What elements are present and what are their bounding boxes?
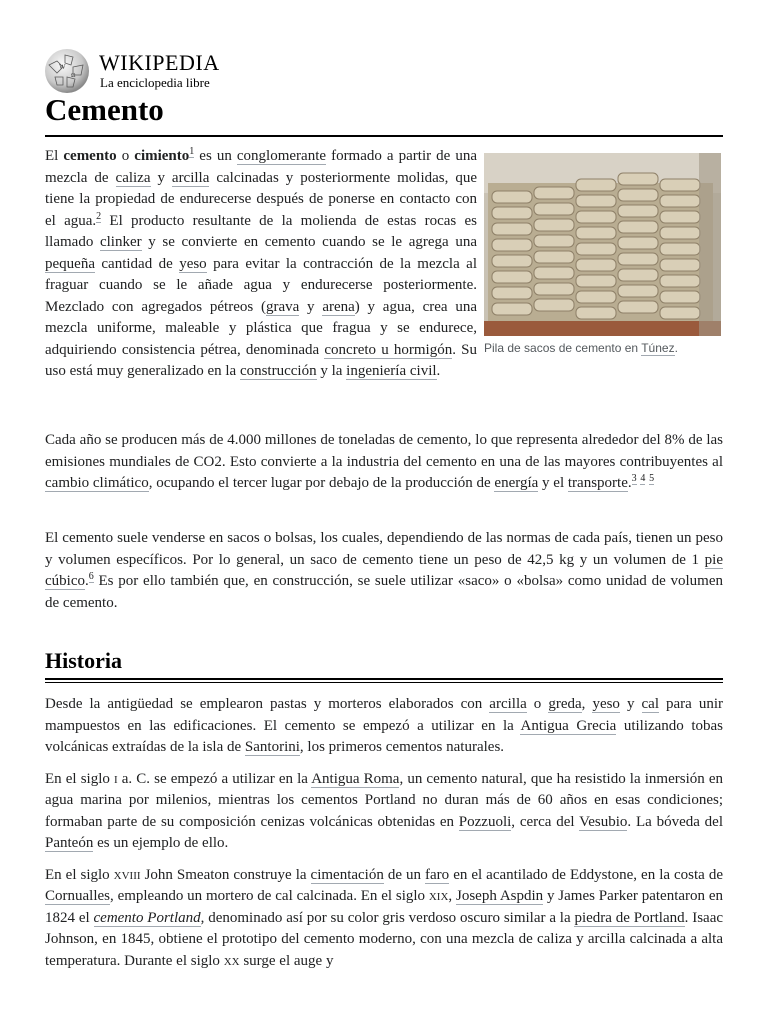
text-run: , [581, 696, 593, 712]
historia-section [45, 694, 723, 982]
sacks-paragraph-container [45, 528, 723, 624]
text-run: y se convierte en cemento cuando se le agrega una [141, 234, 477, 250]
text-run: El producto resultante de la molienda de estas rocas es llamado [45, 212, 478, 250]
link-tunez[interactable]: Túnez [641, 341, 675, 355]
reference-link[interactable]: 6 [88, 571, 94, 582]
text-run: , empleando un mortero de cal calcinada. En el siglo [110, 888, 429, 904]
text-run: y [299, 298, 323, 315]
text-run: cantidad de [94, 255, 180, 272]
link-conglomerante[interactable]: conglomerante [236, 148, 327, 164]
text-run: a. C. se empezó a utilizar en la [117, 770, 312, 787]
text-run: y [619, 696, 642, 712]
intro-paragraph-container [45, 146, 477, 393]
wikipedia-globe-icon [43, 47, 91, 95]
svg-text:W: W [59, 63, 66, 71]
link-cornualles[interactable]: Cornualles [45, 888, 110, 904]
text-run: Es por ello también que, en construcción, se suele utilizar «saco» o «bolsa» como unidad de volumen de cemento. [45, 573, 723, 611]
century-numeral: xix [428, 888, 449, 904]
link-vesubio[interactable]: Vesubio [579, 813, 628, 830]
link-yeso[interactable]: yeso [592, 696, 620, 712]
title-underline [45, 135, 723, 137]
text-run: En el siglo [45, 770, 114, 787]
reference-link[interactable]: 2 [96, 210, 102, 222]
section-underline [45, 678, 723, 680]
svg-text:Ω: Ω [71, 73, 76, 79]
text-run: , los primeros cementos naturales. [299, 739, 505, 755]
reference-link[interactable]: 4 [640, 473, 646, 484]
link-yeso[interactable]: yeso [179, 255, 207, 272]
link-caliza[interactable]: caliza [115, 169, 151, 186]
text-run: , denominado así por su color gris verdoso oscuro similar a la [200, 909, 575, 926]
intro-paragraph [45, 146, 477, 383]
text-run: de un [383, 866, 426, 883]
text-run: El cemento suele venderse en sacos o bolsas, los cuales, dependiendo de las normas de cada país, tienen un peso y volumen específicos. Por lo general, un saco de cemento tiene un peso de 42,5 kg y un volumen de 1 [45, 530, 723, 568]
link-joseph-aspdin[interactable]: Joseph Aspdin [456, 888, 544, 904]
link-cemento-portland[interactable]: cemento Portland [93, 909, 201, 926]
cement-bags-photo[interactable] [484, 153, 721, 336]
text-run: En el siglo [45, 866, 114, 883]
text-run: . [84, 573, 89, 589]
text-run: para unir mampuestos en las edificaciones. El cemento se empezó a utilizar en la [45, 696, 724, 734]
link-arcilla[interactable]: arcilla [489, 696, 527, 712]
text-run: . La bóveda del [627, 813, 723, 830]
text-run: surge el auge y [239, 952, 334, 969]
text-run: Desde la antigüedad se emplearon pastas y morteros elaborados con [45, 696, 490, 712]
bold-term: cimiento [134, 148, 190, 164]
text-run: o [116, 148, 135, 164]
emissions-paragraph [45, 430, 723, 495]
reference-link[interactable]: 5 [649, 473, 655, 484]
link-ingenieria-civil[interactable]: ingeniería civil [346, 363, 437, 379]
text-run: . Isaac Johnson, en 1845, obtiene el prototipo del cemento moderno, con una mezcla de caliza y arcilla calcinada a alta temperatura. Durante el siglo [45, 909, 724, 969]
bold-term: cemento [63, 148, 117, 164]
text-run: y el [538, 475, 568, 491]
text-run: en el acantilado de Eddystone, en la costa de [449, 866, 723, 883]
text-run: y James Parker patentaron en 1824 el [45, 888, 724, 926]
figure-caption [484, 341, 721, 355]
text-run: . [627, 475, 632, 491]
link-grava[interactable]: grava [265, 298, 300, 315]
link-cal[interactable]: cal [641, 696, 659, 712]
century-numeral: xx [223, 952, 240, 969]
century-numeral: i [113, 770, 118, 787]
text-run: John Smeaton construye la [140, 866, 311, 883]
reference-5[interactable] [649, 473, 654, 485]
link-piedra-de-portland[interactable]: piedra de Portland [574, 909, 685, 926]
link-antigua-roma[interactable]: Antigua Roma [311, 770, 400, 787]
text-run: y [150, 169, 172, 186]
link-greda[interactable]: greda [548, 696, 582, 712]
reference-link[interactable]: 1 [189, 146, 195, 157]
text-run: es un [194, 148, 237, 164]
wikipedia-header[interactable] [43, 44, 343, 96]
link-faro[interactable]: faro [425, 866, 450, 883]
text-run: , ocupando el tercer lugar por debajo de la producción de [148, 475, 495, 491]
caption-suffix: . [674, 341, 678, 355]
century-numeral: xviii [113, 866, 141, 883]
infobox-figure [484, 153, 721, 355]
text-run: o [526, 696, 549, 712]
wikipedia-tagline: La enciclopedia libre [100, 75, 210, 90]
link-transporte[interactable]: transporte [567, 475, 628, 491]
link-construccion[interactable]: construcción [239, 363, 317, 379]
text-run: . [436, 363, 441, 379]
section-heading-historia: Historia [45, 648, 122, 673]
link-cambio-climatico[interactable]: cambio climático [45, 475, 149, 491]
text-run: es un ejemplo de ello. [93, 835, 229, 851]
wikipedia-wordmark: WIKIPEDIA [99, 50, 220, 75]
historia-paragraph-1 [45, 694, 723, 759]
text-run: Cada año se producen más de 4.000 millones de toneladas de cemento, lo que representa alrededor del 8% de las emisiones mundiales de CO2. Esto convierte a la industria del cemento en una de las mayores contribuyentes al [45, 432, 723, 470]
page-title: Cemento [45, 92, 164, 127]
text-run: , un cemento natural, que ha resistido la inmersión en agua marina por milenios, mientras los cementos Portland no duran más de 60 años en esas condiciones; formaban parte de su composición cenizas volcánicas obtenidas en [45, 770, 723, 830]
reference-3[interactable] [632, 473, 637, 485]
text-run: calcinadas y posteriormente molidas, que tiene la propiedad de endurecerse después de ponerse en contacto con el agua. [45, 169, 477, 229]
text-run: , [448, 888, 456, 904]
historia-paragraph-2 [45, 769, 723, 855]
text-run: , cerca del [511, 813, 580, 830]
link-pie-cubico[interactable]: pie cúbico [45, 551, 723, 589]
link-santorini[interactable]: Santorini [244, 739, 300, 755]
link-clinker[interactable]: clinker [99, 234, 142, 250]
link-cimentacion[interactable]: cimentación [310, 866, 384, 883]
historia-paragraph-3 [45, 865, 723, 973]
text-run: y la [316, 363, 347, 379]
sacks-paragraph [45, 528, 723, 614]
text-run: . Su uso está muy generalizado en la [45, 341, 478, 379]
section-underline-thin [45, 682, 723, 683]
link-concreto-u-hormigon[interactable]: concreto u hormigón [324, 341, 453, 358]
link-energia[interactable]: energía [494, 475, 539, 491]
link-antigua-grecia[interactable]: Antigua Grecia [520, 717, 617, 734]
emissions-paragraph-container [45, 430, 723, 505]
link-pequena[interactable]: pequeña [45, 255, 95, 272]
link-pozzuoli[interactable]: Pozzuoli [458, 813, 512, 830]
text-run: formado a partir de una mezcla de [45, 148, 478, 186]
caption-text: Pila de sacos de cemento en [484, 341, 642, 355]
link-panteon[interactable]: Panteón [45, 835, 94, 851]
link-arena[interactable]: arena [322, 298, 355, 315]
reference-link[interactable]: 3 [631, 473, 637, 484]
text-run: El [45, 148, 64, 164]
link-arcilla[interactable]: arcilla [171, 169, 210, 186]
text-run: utilizando tobas volcánicas extraídas de la isla de [45, 717, 723, 755]
text-run: para evitar la contracción de la mezcla al fraguar cuando se le añade agua y endurecerse posteriormente. Mezclado con agregados pétreos ( [45, 255, 477, 315]
text-run: ) y agua, crea una mezcla uniforme, maleable y plástica que fragua y se endurece, adquiriendo consistencia pétrea, denominada [45, 298, 478, 358]
